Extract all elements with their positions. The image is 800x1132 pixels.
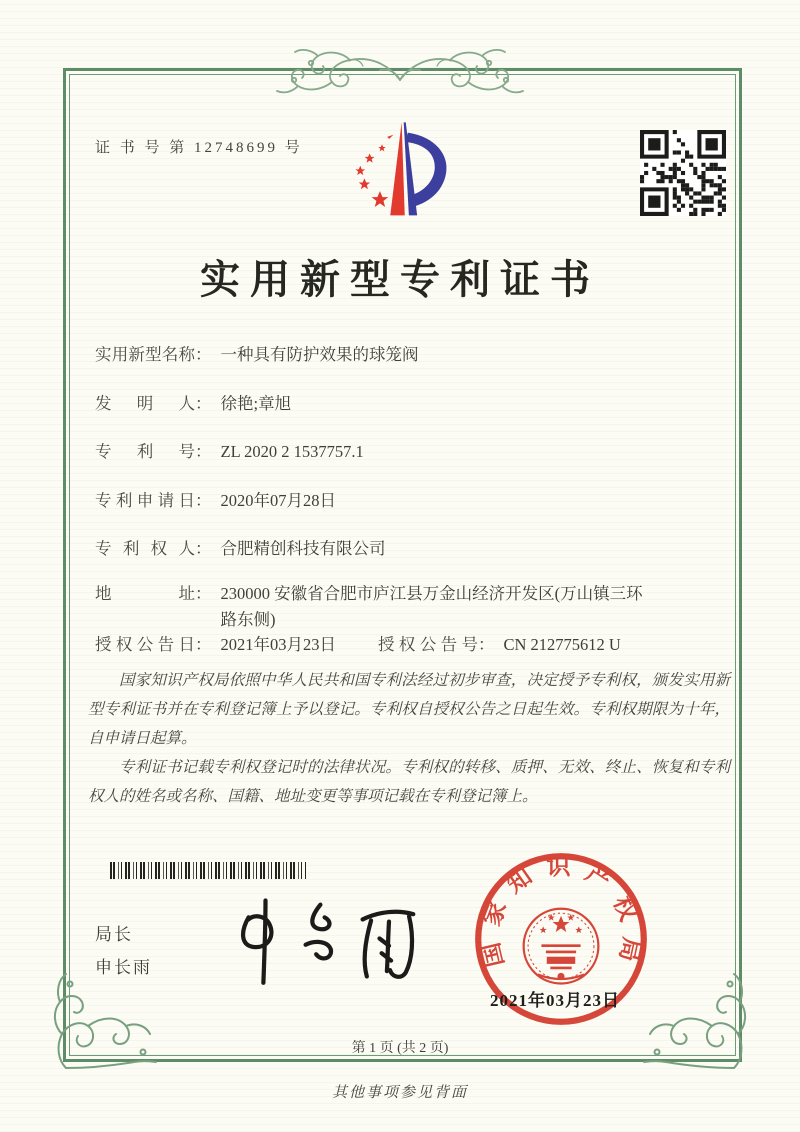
- cnipa-logo: [335, 112, 460, 234]
- commissioner-name: 申长雨: [95, 958, 152, 977]
- back-side-note: 其他事项参见背面: [331, 1085, 468, 1101]
- field-value-grant-no: CN 212775612 U: [503, 635, 621, 654]
- bottom-right-flourish: [642, 972, 752, 1076]
- barcode: [110, 862, 306, 879]
- certificate-number: 证 书 号 第 12748699 号: [95, 140, 303, 156]
- commissioner-title: 局长: [95, 925, 133, 944]
- field-label: 专利号: [95, 442, 195, 461]
- certificate-title: 实用新型专利证书: [200, 257, 600, 302]
- field-label: 地址: [95, 584, 195, 603]
- field-label: 授权公告日: [95, 635, 195, 654]
- field-value-address: 230000 安徽省合肥市庐江县万金山经济开发区(万山镇三环路东侧): [220, 584, 643, 629]
- page-number: 第 1 页 (共 2 页): [351, 1041, 449, 1056]
- field-grant-no: 授权公告号 ： CN 212775612 U: [378, 632, 621, 658]
- field-value-filing-date: 2020年07月28日: [220, 491, 336, 510]
- seal-text: 国 家 知 识 产 权 局: [477, 854, 645, 970]
- field-row-name: 实用新型名称 ： 一种具有防护效果的球笼阀: [95, 342, 729, 368]
- bottom-left-flourish: [48, 972, 158, 1076]
- field-value-grant-date: 2021年03月23日: [220, 635, 336, 654]
- field-label: 专利申请日: [95, 491, 195, 510]
- field-value-patent-no: ZL 2020 2 1537757.1: [220, 442, 364, 461]
- seal-date: 2021年03月23日: [490, 991, 620, 1010]
- field-row-inventor: 发明人 ： 徐艳;章旭: [95, 391, 729, 417]
- top-flourish-ornament: [250, 42, 550, 102]
- field-row-address: 地址 ： 230000 安徽省合肥市庐江县万金山经济开发区(万山镇三环路东侧): [95, 581, 655, 633]
- qr-code: [640, 130, 726, 216]
- field-label: 实用新型名称: [95, 345, 195, 364]
- field-value-inventor: 徐艳;章旭: [220, 394, 292, 413]
- field-value-name: 一种具有防护效果的球笼阀: [220, 345, 419, 364]
- legal-paragraph-2: 专利证书记载专利权登记时的法律状况。专利权的转移、质押、无效、终止、恢复和专利权人的姓名或名称、国籍、地址变更等事项记载在专利登记簿上。: [88, 759, 730, 805]
- field-row-patentee: 专利权人 ： 合肥精创科技有限公司: [95, 536, 729, 562]
- field-row-patent-no: 专利号 ： ZL 2020 2 1537757.1: [95, 439, 729, 465]
- signature-image: [215, 892, 430, 987]
- field-label: 发明人: [95, 394, 195, 413]
- field-grant-date: 授权公告日 ： 2021年03月23日: [95, 632, 336, 658]
- legal-paragraph-1: 国家知识产权局依照中华人民共和国专利法经过初步审查，决定授予专利权，颁发实用新型专利证书并在专利登记簿上予以登记。专利权自授权公告之日起生效。专利权期限为十年，自申请日起算。: [88, 672, 730, 747]
- legal-text: [88, 666, 730, 811]
- field-row-filing-date: 专利申请日 ： 2020年07月28日: [95, 488, 729, 514]
- field-row-grant: [95, 632, 729, 658]
- field-value-patentee: 合肥精创科技有限公司: [220, 539, 386, 558]
- field-label: 专利权人: [95, 539, 195, 558]
- field-label: 授权公告号: [378, 635, 478, 654]
